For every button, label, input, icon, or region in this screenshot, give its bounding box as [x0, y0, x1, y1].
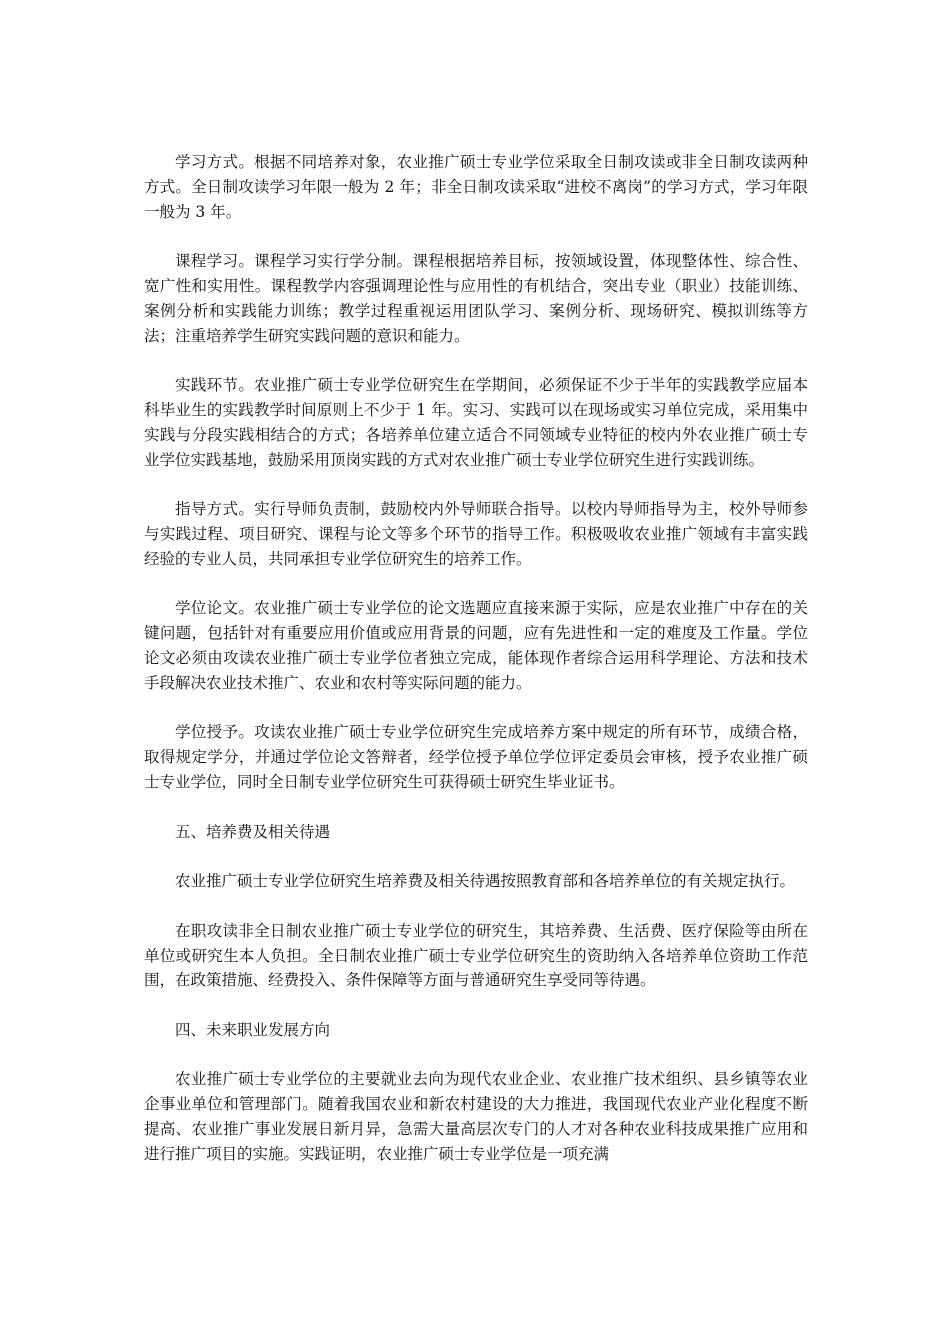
- paragraph-guidance: 指导方式。实行导师负责制，鼓励校内外导师联合指导。以校内导师指导为主，校外导师参与实践过程、项目研究、课程与论文等多个环节的指导工作。积极吸收农业推广领域有丰富实践经验的专业人员，共同承担专业学位研究生的培养工作。: [144, 500, 808, 568]
- section-heading-fees: 五、培养费及相关待遇: [175, 822, 331, 841]
- paragraph-thesis: 学位论文。农业推广硕士专业学位的论文选题应直接来源于实际，应是农业推广中存在的关键问题，包括针对有重要应用价值或应用背景的问题，应有先进性和一定的难度及工作量。学位论文必须由攻读农业推广硕士专业学位者独立完成，能体现作者综合运用科学理论、方法和技术手段解决农业技术推广、农业和农村等实际问题的能力。: [144, 599, 808, 692]
- paragraph-practice: 实践环节。农业推广硕士专业学位研究生在学期间，必须保证不少于半年的实践教学应届本科毕业生的实践教学时间原则上不少于 1 年。实习、实践可以在现场或实习单位完成，采用集中实践与分段实践相结合的方式；各培养单位建立适合不同领域专业特征的校内外农业推广硕士专业学位实践基地，鼓励采用顶岗实践的方式对农业推广硕士专业学位研究生进行实践训练。: [144, 376, 808, 469]
- paragraph-study-mode: 学习方式。根据不同培养对象，农业推广硕士专业学位采取全日制攻读或非全日制攻读两种方式。全日制攻读学习年限一般为 2 年；非全日制攻读采取“进校不离岗”的学习方式，学习年限一般为 3 年。: [144, 153, 808, 221]
- section-heading-career: 四、未来职业发展方向: [175, 1020, 331, 1039]
- paragraph-course-study: 课程学习。课程学习实行学分制。课程根据培养目标，按领域设置，体现整体性、综合性、宽广性和实用性。课程教学内容强调理论性与应用性的有机结合，突出专业（职业）技能训练、案例分析和实践能力训练；教学过程重视运用团队学习、案例分析、现场研究、模拟训练等方法；注重培养学生研究实践问题的意识和能力。: [144, 252, 808, 345]
- document-page: [144, 150, 808, 1191]
- paragraph-part-time-fees: 在职攻读非全日制农业推广硕士专业学位的研究生，其培养费、生活费、医疗保险等由所在单位或研究生本人负担。全日制农业推广硕士专业学位研究生的资助纳入各培养单位资助工作范围，在政策措施、经费投入、条件保障等方面与普通研究生享受同等待遇。: [144, 921, 808, 990]
- paragraph-career: 农业推广硕士专业学位的主要就业去向为现代农业企业、农业推广技术组织、县乡镇等农业企事业单位和管理部门。随着我国农业和新农村建设的大力推进，我国现代农业产业化程度不断提高、农业推广事业发展日新月异，急需大量高层次专门的人才对各种农业科技成果推广应用和进行推广项目的实施。实践证明，农业推广硕士专业学位是一项充满: [144, 1070, 808, 1163]
- paragraph-degree-award: 学位授予。攻读农业推广硕士专业学位研究生完成培养方案中规定的所有环节，成绩合格，取得规定学分，并通过学位论文答辩者，经学位授予单位学位评定委员会审核，授予农业推广硕士专业学位，同时全日制专业学位研究生可获得硕士研究生毕业证书。: [144, 723, 808, 791]
- paragraph-fees-policy: 农业推广硕士专业学位研究生培养费及相关待遇按照教育部和各培养单位的有关规定执行。: [175, 872, 796, 891]
